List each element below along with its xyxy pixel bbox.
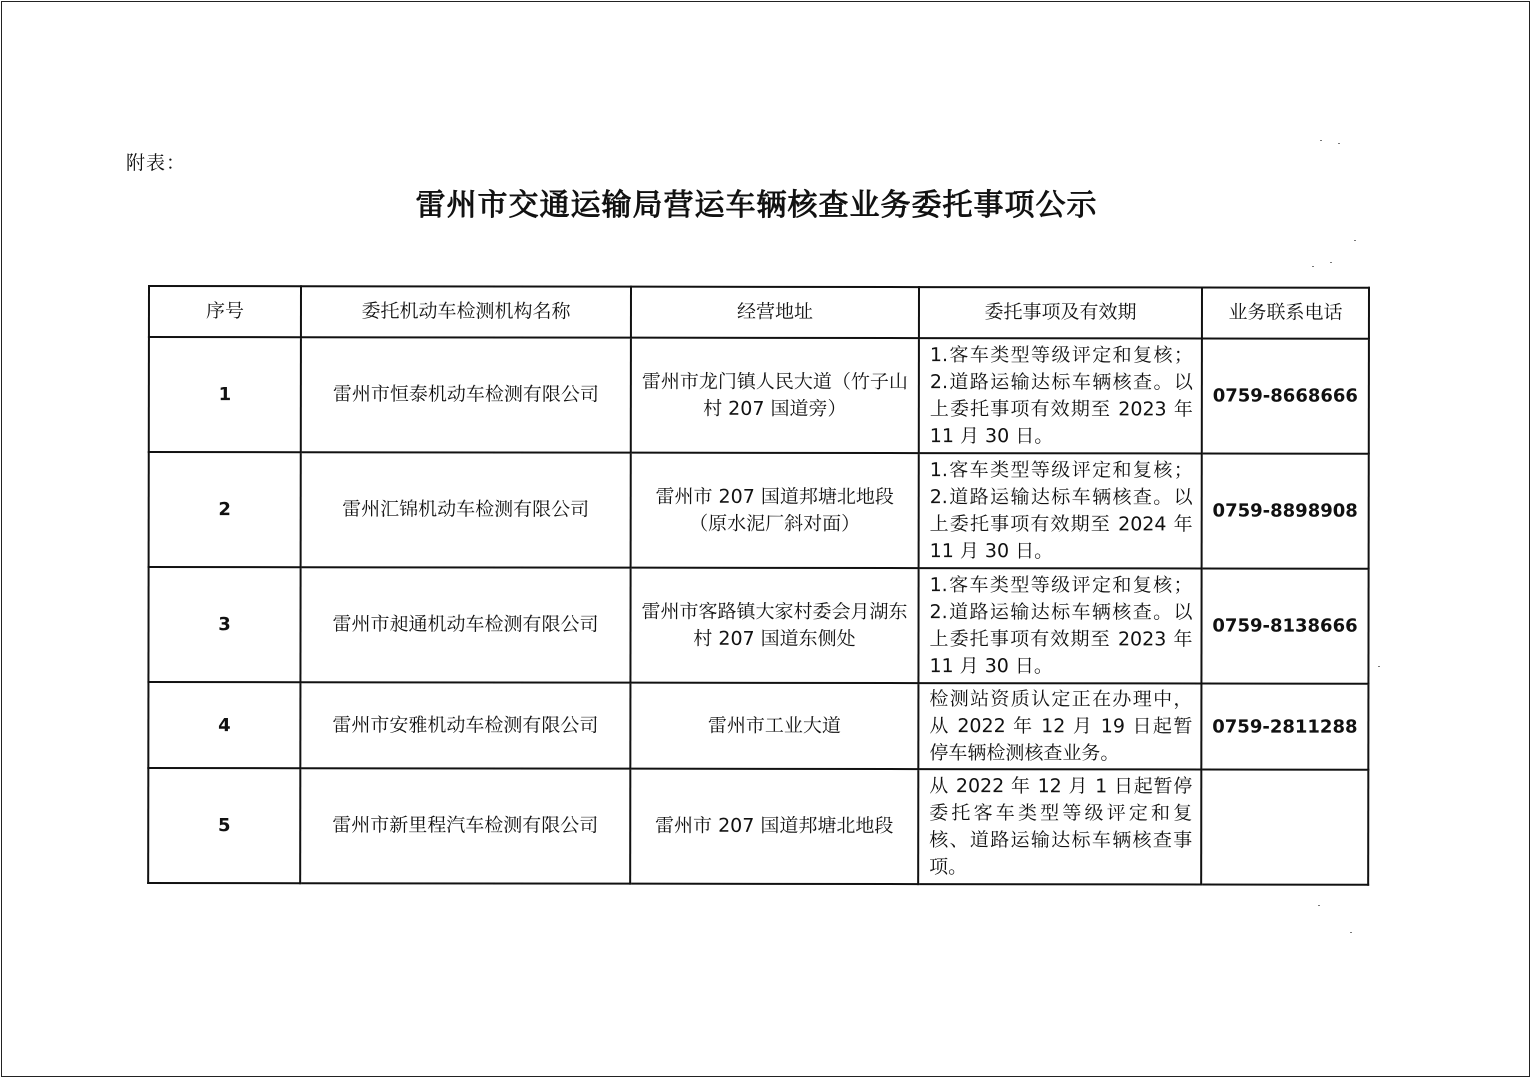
serial-number-cell: 5 bbox=[148, 768, 300, 883]
attachment-label: 附表： bbox=[126, 152, 187, 174]
phone-cell: 0759-8138666 bbox=[1201, 568, 1368, 683]
address-cell: 雷州市工业大道 bbox=[630, 683, 918, 769]
header-contact-phone: 业务联系电话 bbox=[1202, 287, 1369, 338]
address-cell: 雷州市龙门镇人民大道（竹子山村 207 国道旁） bbox=[631, 338, 919, 453]
table-row bbox=[148, 567, 1368, 684]
phone-cell: 0759-8668666 bbox=[1202, 338, 1369, 453]
table-row bbox=[148, 768, 1368, 885]
institution-name-cell: 雷州汇锦机动车检测有限公司 bbox=[301, 452, 631, 567]
scan-speck bbox=[1312, 266, 1314, 267]
entrusted-items-cell: 从 2022 年 12 月 1 日起暂停委托客车类型等级评定和复核、道路运输达标车辆核查事项。 bbox=[918, 769, 1201, 884]
scan-speck bbox=[1378, 666, 1380, 667]
table-row bbox=[148, 682, 1368, 770]
entrusted-items-cell: 1.客车类型等级评定和复核；2.道路运输达标车辆核查。以上委托事项有效期至 2023 年 11 月 30 日。 bbox=[918, 568, 1201, 683]
header-institution-name: 委托机动车检测机构名称 bbox=[301, 286, 631, 337]
serial-number-cell: 3 bbox=[148, 567, 300, 682]
scan-speck bbox=[1350, 932, 1352, 933]
address-cell: 雷州市 207 国道邦塘北地段（原水泥厂斜对面） bbox=[631, 453, 919, 568]
address-cell: 雷州市 207 国道邦塘北地段 bbox=[630, 769, 918, 884]
entrusted-items-cell: 检测站资质认定正在办理中，从 2022 年 12 月 19 日起暂停车辆检测核查业务。 bbox=[918, 683, 1201, 769]
scan-speck bbox=[1338, 143, 1340, 144]
institution-name-cell: 雷州市安雅机动车检测有限公司 bbox=[300, 682, 630, 768]
entrusted-items-cell: 1.客车类型等级评定和复核；2.道路运输达标车辆核查。以上委托事项有效期至 2024 年 11 月 30 日。 bbox=[919, 453, 1202, 568]
phone-cell: 0759-2811288 bbox=[1201, 683, 1368, 769]
header-business-address: 经营地址 bbox=[631, 287, 919, 338]
institution-name-cell: 雷州市新里程汽车检测有限公司 bbox=[300, 768, 630, 883]
table-row bbox=[149, 337, 1369, 454]
entrusted-items-cell: 1.客车类型等级评定和复核；2.道路运输达标车辆核查。以上委托事项有效期至 2023 年 11 月 30 日。 bbox=[919, 338, 1202, 453]
address-cell: 雷州市客路镇大家村委会月湖东村 207 国道东侧处 bbox=[630, 568, 918, 683]
scan-speck bbox=[1318, 905, 1320, 906]
phone-cell bbox=[1201, 769, 1368, 884]
document-title: 雷州市交通运输局营运车辆核查业务委托事项公示 bbox=[415, 188, 1098, 223]
scan-speck bbox=[1320, 140, 1322, 141]
table-row bbox=[149, 452, 1369, 569]
scan-speck bbox=[1354, 240, 1356, 241]
table-header-row bbox=[149, 286, 1369, 339]
entrustment-table bbox=[147, 285, 1370, 886]
institution-name-cell: 雷州市恒泰机动车检测有限公司 bbox=[301, 337, 631, 452]
phone-cell: 0759-8898908 bbox=[1202, 453, 1369, 568]
header-entrusted-items: 委托事项及有效期 bbox=[919, 287, 1202, 338]
serial-number-cell: 4 bbox=[148, 682, 300, 768]
scan-speck bbox=[1330, 262, 1332, 263]
serial-number-cell: 1 bbox=[149, 337, 301, 452]
institution-name-cell: 雷州市昶通机动车检测有限公司 bbox=[300, 567, 630, 682]
header-serial-number: 序号 bbox=[149, 286, 301, 337]
serial-number-cell: 2 bbox=[149, 452, 301, 567]
